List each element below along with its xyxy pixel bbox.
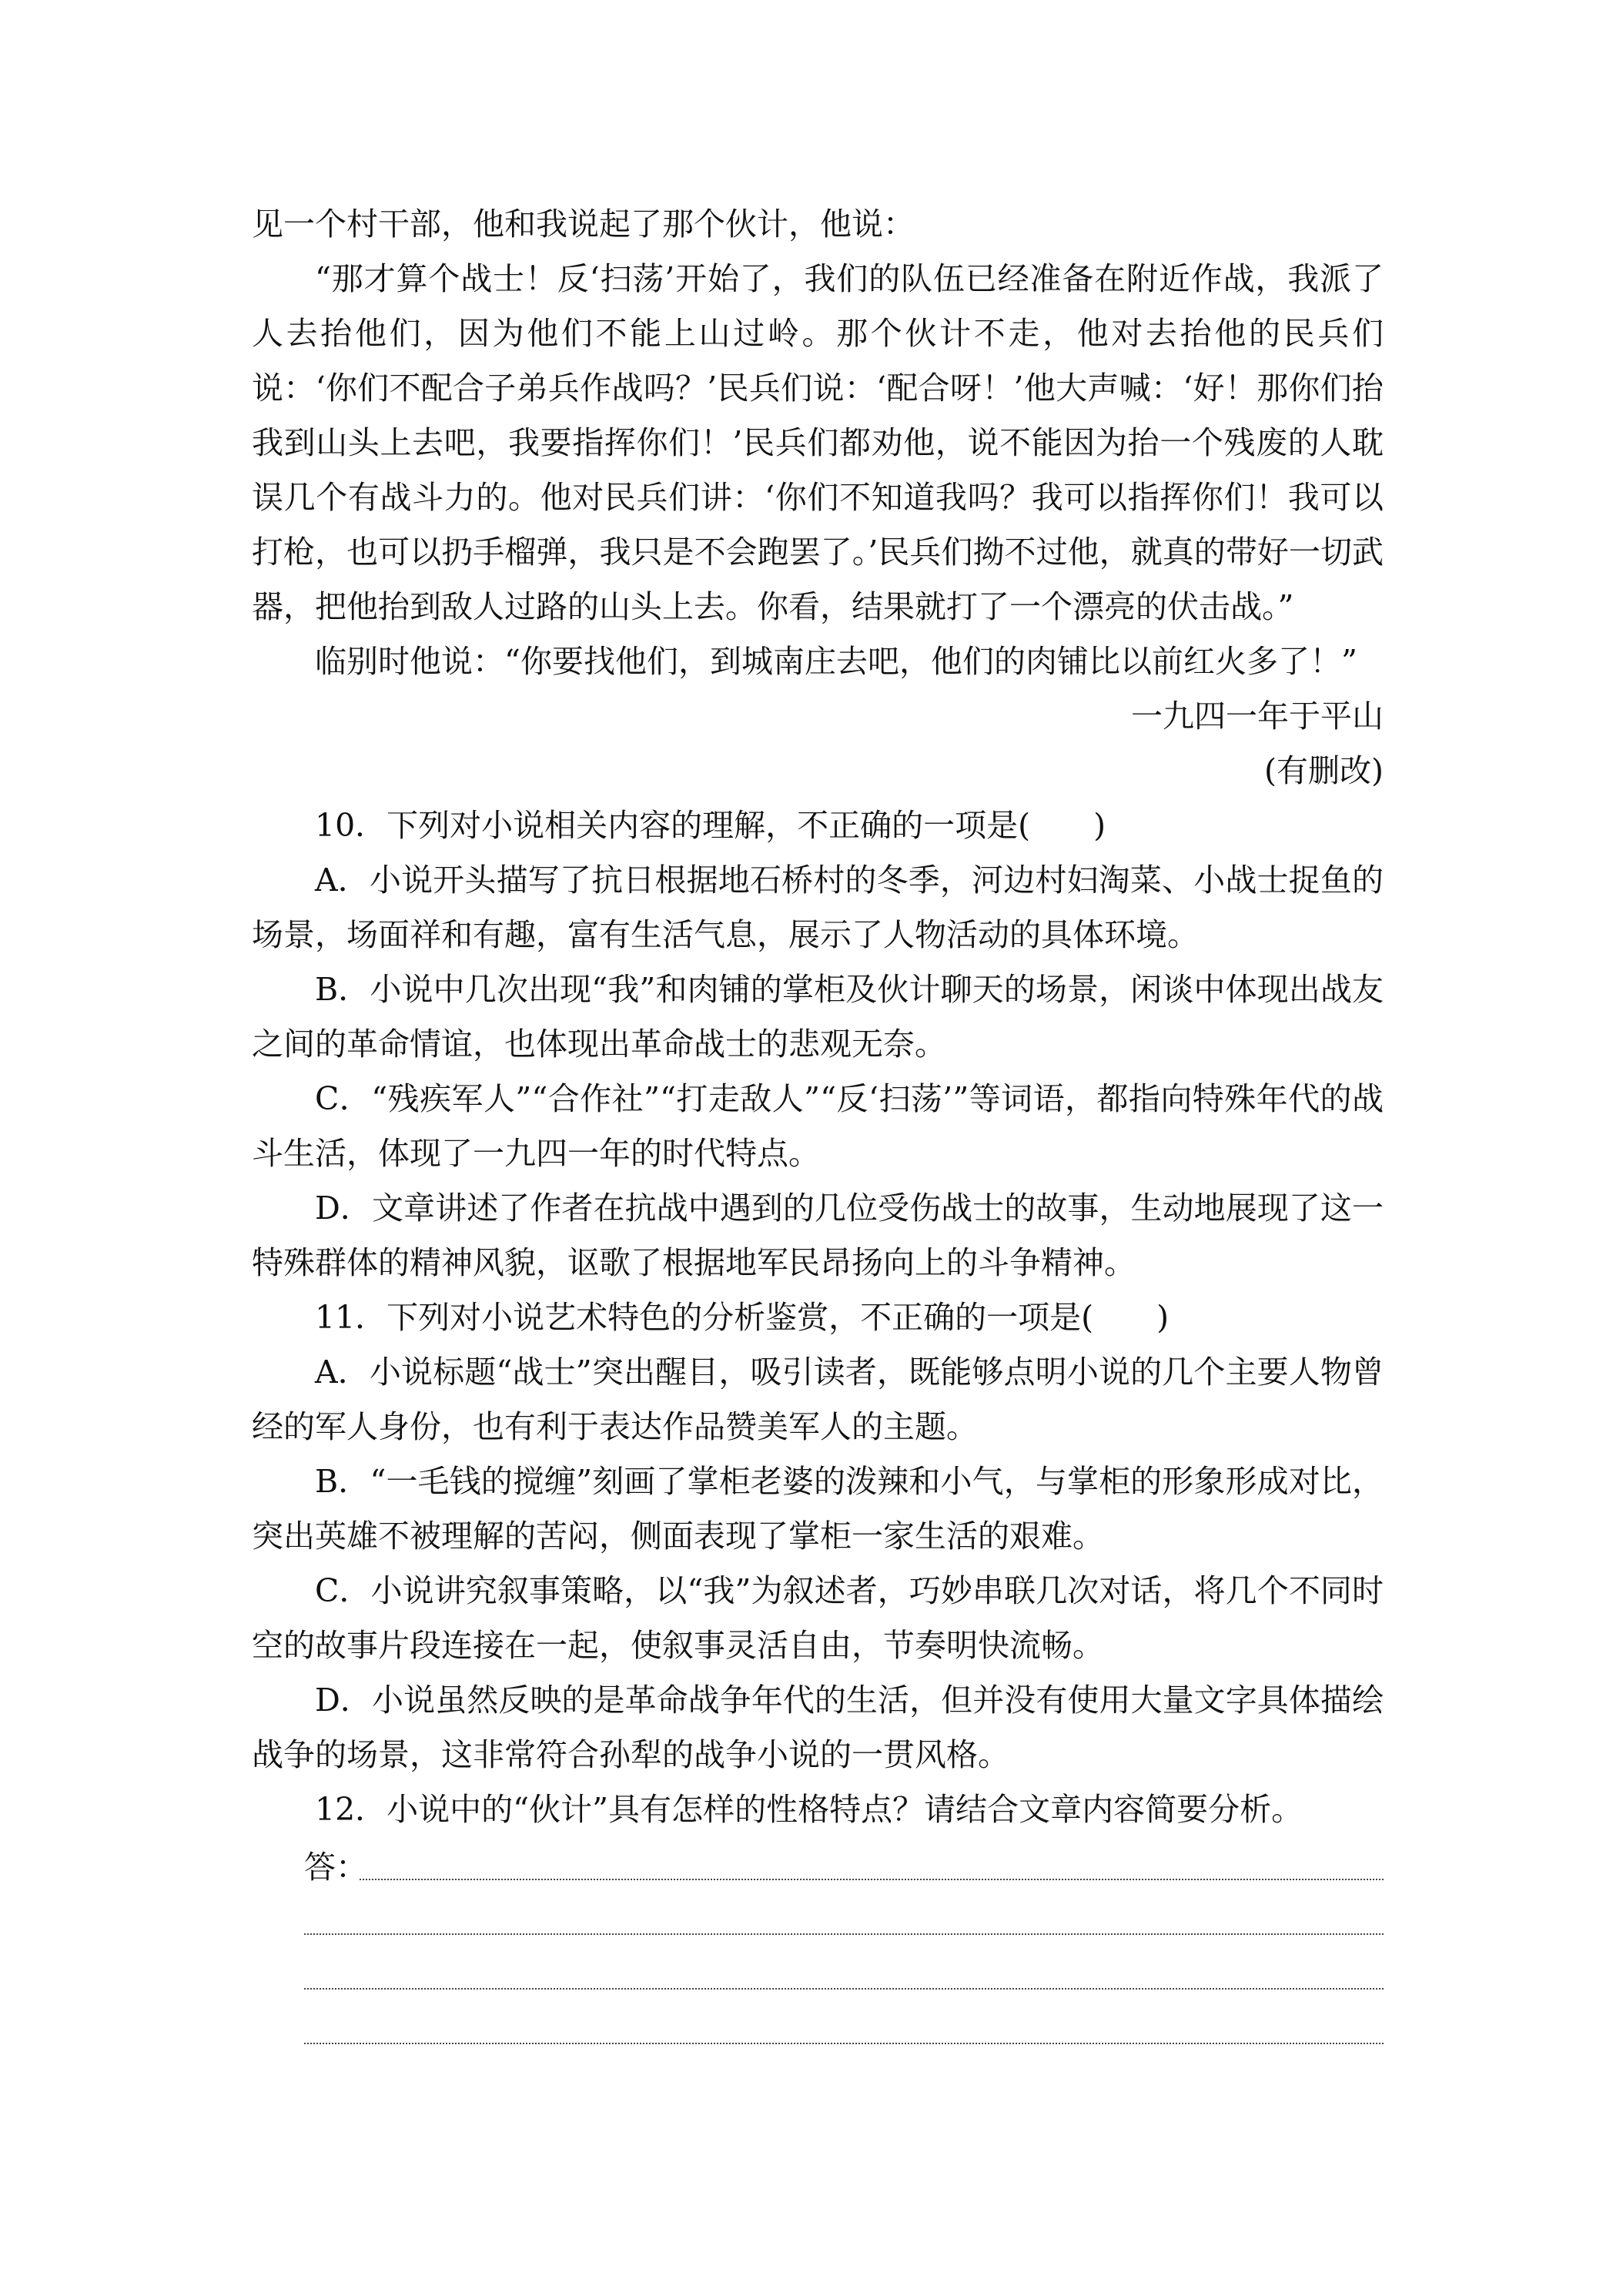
question-11-option-a: A．小说标题“战士”突出醒目，吸引读者，既能够点明小说的几个主要人物曾经的军人身份，也有利于表达作品赞美军人的主题。 <box>252 1354 1384 1445</box>
question-12-stem: 12．小说中的“伙计”具有怎样的性格特点？请结合文章内容简要分析。 <box>315 1791 1303 1828</box>
answer-area <box>252 1840 1384 2059</box>
question-10-option-c: C．“残疾军人”“合作社”“打走敌人”“反‘扫荡’”等词语，都指向特殊年代的战斗生活，体现了一九四一年的时代特点。 <box>252 1080 1384 1172</box>
question-11-stem: 11．下列对小说艺术特色的分析鉴赏，不正确的一项是( ) <box>315 1299 1170 1336</box>
answer-row-2 <box>252 1895 1384 1950</box>
question-10-option-b: B．小说中几次出现“我”和肉铺的掌柜及伙计聊天的场景，闲谈中体现出战友之间的革命情谊，也体现出革命战士的悲观无奈。 <box>252 971 1384 1063</box>
answer-line-2[interactable] <box>304 1933 1384 1935</box>
question-11-option-d: D．小说虽然反映的是革命战争年代的生活，但并没有使用大量文字具体描绘战争的场景，这非常符合孙犁的战争小说的一贯风格。 <box>252 1682 1384 1773</box>
answer-row-3 <box>252 1950 1384 2004</box>
story-note: (有删改) <box>1264 752 1384 789</box>
answer-row-1 <box>252 1840 1384 1895</box>
question-10-option-a: A．小说开头描写了抗日根据地石桥村的冬季，河边村妇淘菜、小战士捉鱼的场景，场面祥和有趣，富有生活气息，展示了人物活动的具体环境。 <box>252 862 1384 953</box>
question-10-stem: 10．下列对小说相关内容的理解，不正确的一项是( ) <box>315 807 1106 844</box>
question-11-option-b: B．“一毛钱的搅缠”刻画了掌柜老婆的泼辣和小气，与掌柜的形象形成对比，突出英雄不被理解的苦闷，侧面表现了掌柜一家生活的艰难。 <box>252 1463 1384 1555</box>
question-10-option-d: D．文章讲述了作者在抗战中遇到的几位受伤战士的故事，生动地展现了这一特殊群体的精神风貌，讴歌了根据地军民昂扬向上的斗争精神。 <box>252 1190 1384 1281</box>
document-content <box>252 197 1384 2059</box>
answer-line-1[interactable] <box>360 1879 1384 1880</box>
story-paragraph-2: “那才算个战士！反‘扫荡’开始了，我们的队伍已经准备在附近作战，我派了人去抬他们，因为他们不能上山过岭。那个伙计不走，他对去抬他的民兵们说：‘你们不配合子弟兵作战吗？’民兵们说：‘配合呀！’他大声喊：‘好！那你们抬我到山头上去吧，我要指挥你们！’民兵们都劝他，说不能因为抬一个残废的人耽误几个有战斗力的。他对民兵们讲：‘你们不知道我吗？我可以指挥你们！我可以打枪，也可以扔手榴弹，我只是不会跑罢了。’民兵们拗不过他，就真的带好一切武器，把他抬到敌人过路的山头上去。你看，结果就打了一个漂亮的伏击战。” <box>252 260 1384 625</box>
answer-row-4 <box>252 2004 1384 2059</box>
answer-line-4[interactable] <box>304 2043 1384 2044</box>
answer-line-3[interactable] <box>304 1988 1384 1990</box>
story-date: 一九四一年于平山 <box>1131 698 1384 735</box>
story-paragraph-1: 见一个村干部，他和我说起了那个伙计，他说： <box>252 206 915 243</box>
question-11-option-c: C．小说讲究叙事策略，以“我”为叙述者，巧妙串联几次对话，将几个不同时空的故事片段连接在一起，使叙事灵活自由，节奏明快流畅。 <box>252 1572 1384 1664</box>
answer-label: 答： <box>304 1849 367 1886</box>
story-paragraph-3: 临别时他说：“你要找他们，到城南庄去吧，他们的肉铺比以前红火多了！” <box>315 643 1357 680</box>
